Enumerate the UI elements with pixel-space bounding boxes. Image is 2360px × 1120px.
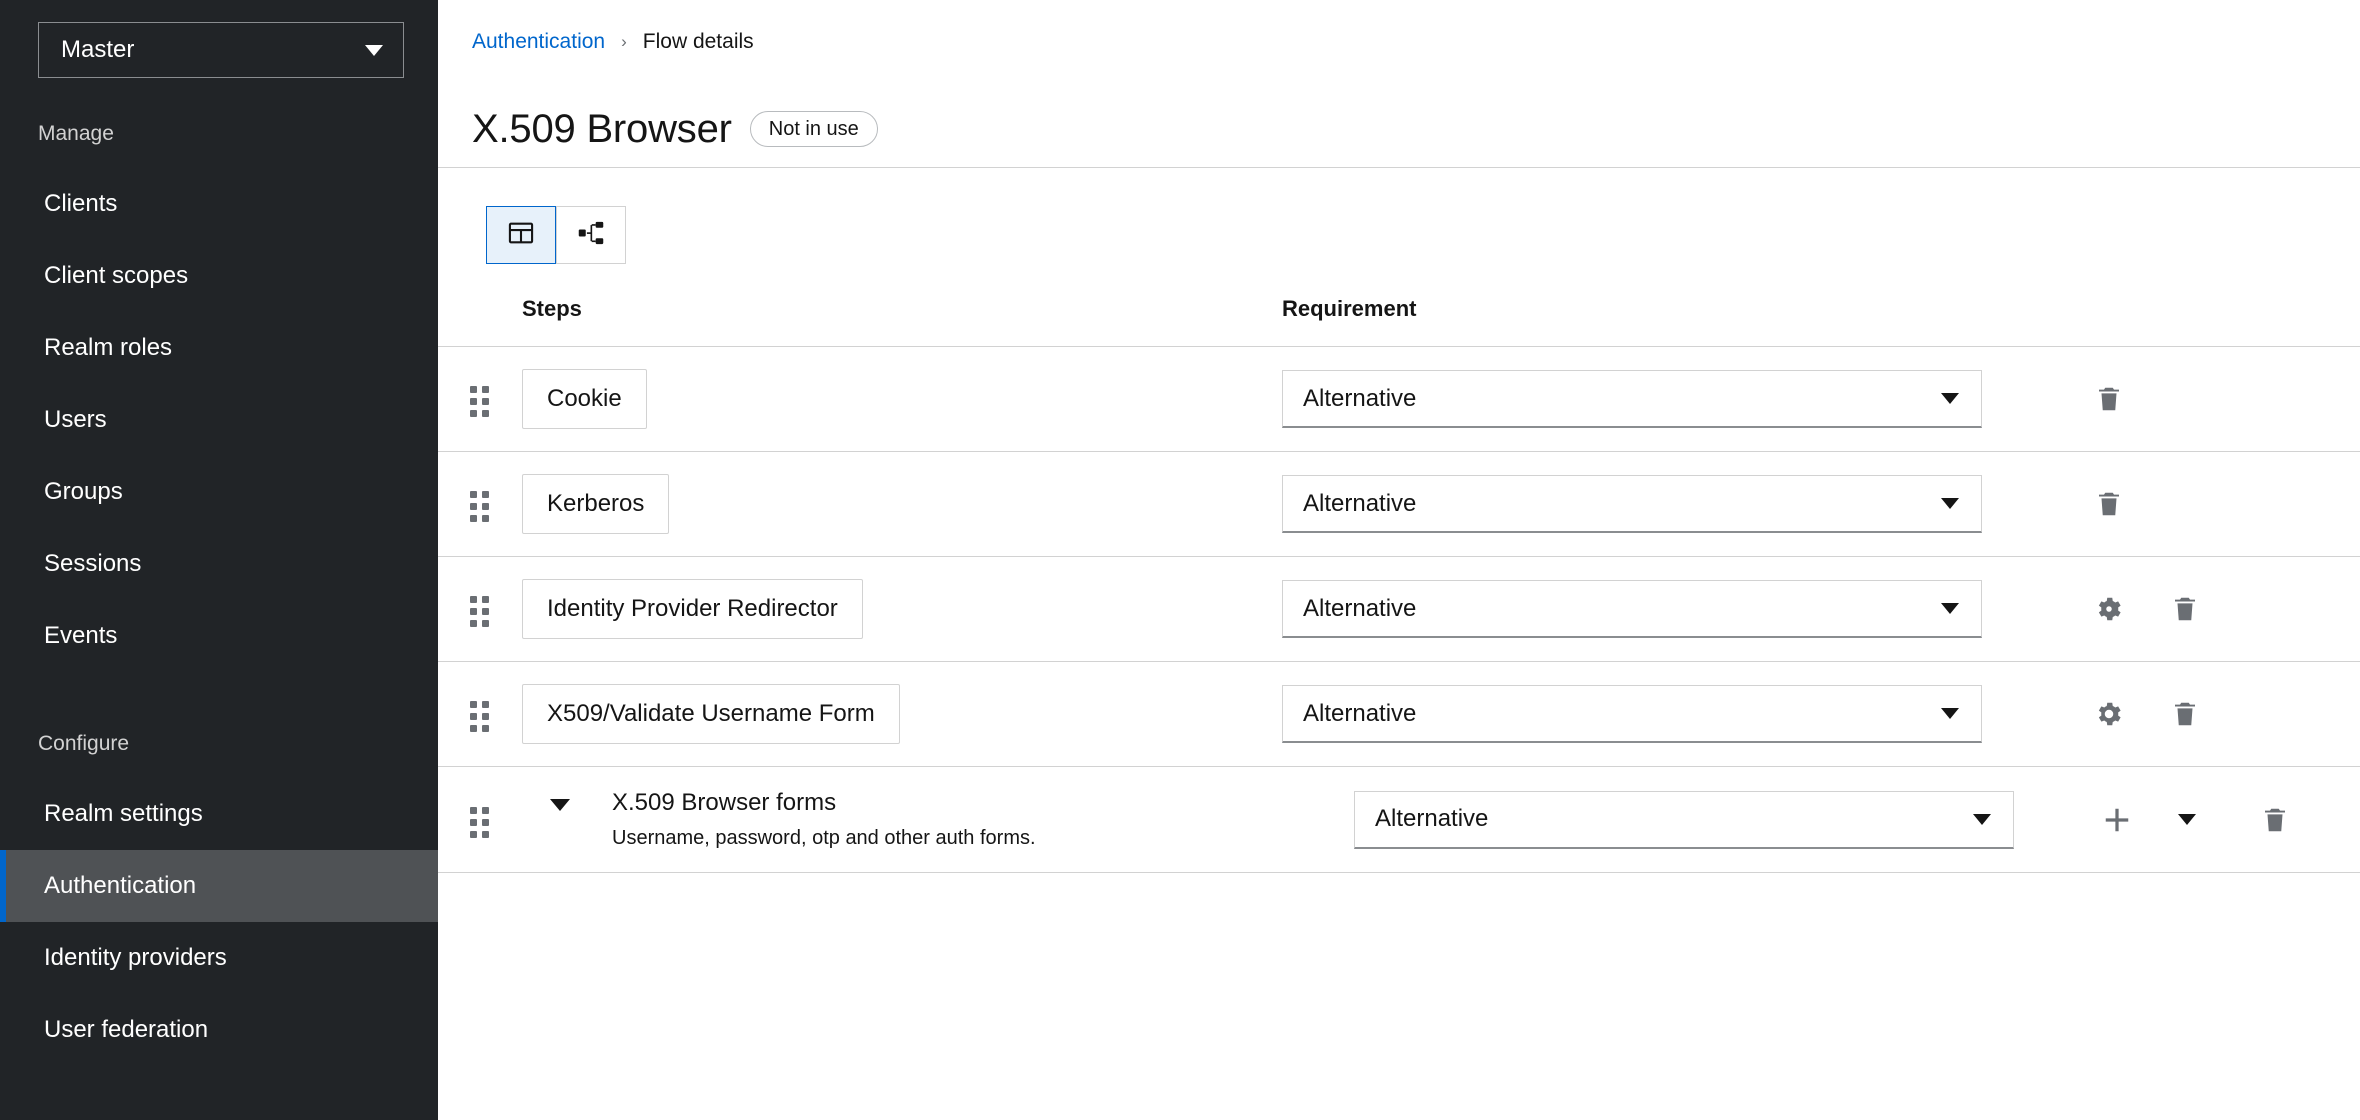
sidebar-item-realm-settings[interactable]: Realm settings	[44, 800, 203, 827]
requirement-select[interactable]	[1282, 685, 1982, 743]
drag-handle-icon[interactable]	[470, 701, 496, 727]
breadcrumb-link-authentication[interactable]: Authentication	[472, 30, 606, 53]
row-actions	[2042, 802, 2360, 838]
row-actions	[2042, 381, 2360, 417]
realm-selector[interactable]	[38, 22, 404, 78]
chevron-right-icon: ›	[621, 32, 627, 51]
sidebar-spacer	[0, 672, 438, 706]
sidebar-item-client-scopes[interactable]: Client scopes	[44, 262, 189, 289]
delete-step-button[interactable]	[2168, 591, 2202, 627]
realm-selector-value: Master	[61, 36, 135, 63]
delete-subflow-button[interactable]	[2258, 802, 2292, 838]
sidebar-group-title-manage: Manage	[38, 122, 114, 145]
table-body	[438, 347, 2360, 873]
row-requirement-cell	[1282, 662, 2042, 767]
requirement-value: Alternative	[1303, 594, 1417, 622]
view-toggle-group	[438, 168, 2360, 264]
column-header-steps: Steps	[522, 296, 1282, 347]
subflow-description: Username, password, otp and other auth forms.	[612, 827, 1036, 849]
realm-selector-wrapper	[0, 0, 438, 96]
step-settings-button[interactable]	[2092, 591, 2126, 627]
table-view-icon	[507, 219, 535, 252]
row-actions-cell	[2042, 662, 2360, 767]
requirement-value: Alternative	[1303, 699, 1417, 727]
row-handle-cell	[438, 557, 522, 662]
row-actions	[2042, 696, 2360, 732]
row-handle-cell	[438, 767, 522, 873]
sidebar-item-authentication[interactable]: Authentication	[0, 850, 438, 922]
row-requirement-cell	[1282, 452, 2042, 557]
requirement-select[interactable]	[1282, 475, 1982, 533]
row-step-cell	[522, 767, 1282, 873]
requirement-select[interactable]	[1354, 791, 2014, 849]
sidebar-item-realm-roles[interactable]: Realm roles	[44, 334, 173, 361]
status-badge: Not in use	[750, 111, 878, 147]
row-requirement-cell	[1282, 347, 2042, 452]
requirement-value: Alternative	[1303, 384, 1417, 412]
main-content	[438, 0, 2360, 1120]
row-actions	[2042, 591, 2360, 627]
row-step-cell	[522, 347, 1282, 452]
chevron-down-icon	[1941, 603, 1959, 614]
sidebar-group-title-configure: Configure	[38, 732, 130, 755]
table-header-row	[438, 296, 2360, 347]
row-handle-cell	[438, 662, 522, 767]
sidebar-item-identity-providers[interactable]: Identity providers	[44, 944, 227, 971]
sidebar-item-users[interactable]: Users	[44, 406, 107, 433]
drag-handle-icon[interactable]	[470, 596, 496, 622]
row-actions-cell	[2042, 767, 2360, 873]
sidebar-item-sessions[interactable]: Sessions	[44, 550, 142, 577]
column-header-handle	[438, 296, 522, 347]
page-title: X.509 Browser	[472, 106, 732, 151]
step-name: Identity Provider Redirector	[522, 579, 863, 639]
row-step-cell	[522, 452, 1282, 557]
row-handle-cell	[438, 452, 522, 557]
chevron-down-icon	[365, 45, 383, 56]
diagram-view-toggle[interactable]	[556, 206, 626, 264]
requirement-select[interactable]	[1282, 370, 1982, 428]
drag-handle-icon[interactable]	[470, 386, 496, 412]
row-actions-cell	[2042, 452, 2360, 557]
breadcrumb-current: Flow details	[642, 30, 754, 53]
table-row	[438, 662, 2360, 767]
tree-view-icon	[577, 219, 605, 252]
column-header-actions	[2042, 296, 2360, 347]
flow-steps-table	[438, 296, 2360, 873]
table-row	[438, 557, 2360, 662]
delete-step-button[interactable]	[2092, 486, 2126, 522]
delete-step-button[interactable]	[2092, 381, 2126, 417]
chevron-down-icon	[1941, 498, 1959, 509]
row-requirement-cell	[1282, 767, 2042, 873]
step-name: X509/Validate Username Form	[522, 684, 900, 744]
sidebar-item-events[interactable]: Events	[44, 622, 118, 649]
row-handle-cell	[438, 347, 522, 452]
table-row	[438, 452, 2360, 557]
step-settings-button[interactable]	[2092, 696, 2126, 732]
title-row	[472, 80, 2360, 179]
drag-handle-icon[interactable]	[470, 807, 496, 833]
table-row	[438, 767, 2360, 873]
row-actions-cell	[2042, 347, 2360, 452]
row-actions	[2042, 486, 2360, 522]
table-row	[438, 347, 2360, 452]
requirement-value: Alternative	[1303, 489, 1417, 517]
breadcrumb	[472, 30, 2360, 54]
requirement-value: Alternative	[1375, 805, 1489, 832]
row-step-cell	[522, 557, 1282, 662]
chevron-down-icon	[1941, 708, 1959, 719]
step-name: Cookie	[522, 369, 647, 429]
requirement-select[interactable]	[1282, 580, 1982, 638]
step-name: Kerberos	[522, 474, 669, 534]
chevron-down-icon	[1941, 393, 1959, 404]
row-step-cell	[522, 662, 1282, 767]
page-header	[438, 0, 2360, 168]
sidebar	[0, 0, 438, 1120]
chevron-down-icon[interactable]	[550, 799, 570, 811]
column-header-requirement: Requirement	[1282, 296, 2042, 347]
table-view-toggle[interactable]	[486, 206, 556, 264]
sidebar-item-user-federation[interactable]: User federation	[44, 1016, 209, 1043]
add-step-button[interactable]	[2100, 802, 2134, 838]
drag-handle-icon[interactable]	[470, 491, 496, 517]
delete-step-button[interactable]	[2168, 696, 2202, 732]
subflow-name: X.509 Browser forms	[612, 789, 837, 816]
chevron-down-icon	[1973, 814, 1991, 825]
row-actions-cell	[2042, 557, 2360, 662]
add-step-dropdown-toggle[interactable]	[2170, 802, 2204, 838]
sidebar-item-groups[interactable]: Groups	[44, 478, 123, 505]
table-head	[438, 296, 2360, 347]
row-requirement-cell	[1282, 557, 2042, 662]
subflow-cell	[522, 789, 1282, 850]
sidebar-item-clients[interactable]: Clients	[44, 190, 118, 217]
